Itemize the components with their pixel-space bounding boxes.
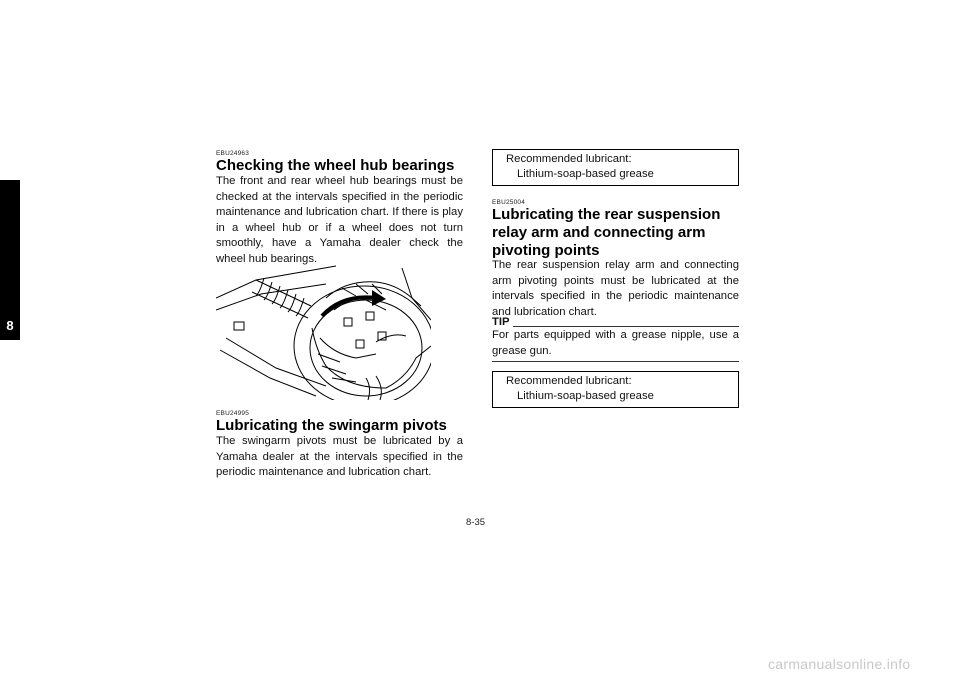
box-value: Lithium-soap-based grease <box>517 390 654 402</box>
box-label: Recommended lubricant: <box>506 153 632 165</box>
tip-label: TIP <box>492 316 510 328</box>
wheel-hub-illustration <box>216 258 431 400</box>
footer-watermark[interactable]: carmanualsonline.info <box>768 656 911 672</box>
hands-on-wheel-icon <box>216 258 431 400</box>
section-title: Lubricating the swingarm pivots <box>216 417 447 434</box>
section-title: Checking the wheel hub bearings <box>216 157 455 174</box>
section-code: EBU24963 <box>216 150 250 157</box>
section-code: EBU25004 <box>492 199 526 206</box>
tip-bottom-rule <box>492 361 739 362</box>
tip-top-rule <box>513 326 739 327</box>
page-number: 8-35 <box>466 517 486 528</box>
section-title: Lubricating the rear suspension relay arm and connecting arm pivoting points <box>492 206 721 259</box>
section-body: The rear suspension relay arm and connecting arm pivoting points must be lubricated at the intervals specified in the periodic maintenance and lubrication chart. <box>492 259 739 318</box>
section-code: EBU24995 <box>216 410 250 417</box>
chapter-number: 8 <box>6 318 14 333</box>
section-body: The front and rear wheel hub bearings must be checked at the intervals specified in the periodic maintenance and lubrication chart. If there is play in a wheel hub or if a wheel does not turn smoothly, have a Yamaha dealer check the wheel hub bearings. <box>216 175 463 265</box>
chapter-tab <box>0 180 20 340</box>
box-value: Lithium-soap-based grease <box>517 168 654 180</box>
recommended-lubricant-box <box>492 371 739 408</box>
tip-text: For parts equipped with a grease nipple, use a grease gun. <box>492 329 739 357</box>
box-label: Recommended lubricant: <box>506 375 632 387</box>
section-body: The swingarm pivots must be lubricated by a Yamaha dealer at the intervals specified in the periodic maintenance and lubrication chart. <box>216 435 463 479</box>
recommended-lubricant-box <box>492 149 739 186</box>
